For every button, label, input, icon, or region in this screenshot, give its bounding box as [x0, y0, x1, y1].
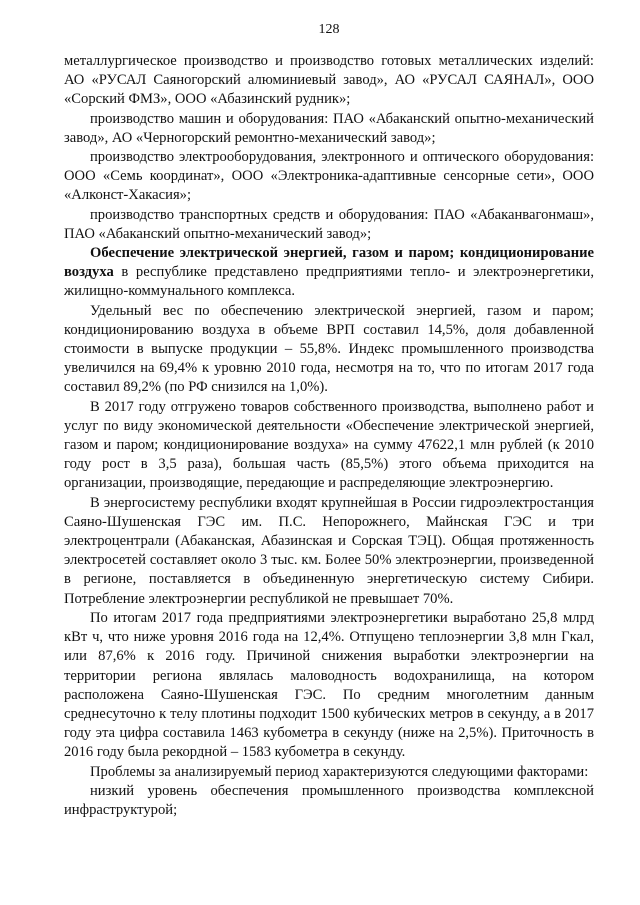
paragraph-machinery: производство машин и оборудования: ПАО «Абаканский опытно-механический завод», АО «Черногорский ремонтно-механический завод»;	[64, 110, 594, 146]
page-number: 128	[318, 22, 340, 37]
paragraph-shipped-goods: В 2017 году отгружено товаров собственного производства, выполнено работ и услуг по виду экономической деятельности «Обеспечение электрической энергией, газом и паром; кондиционирование воздуха» на сумму 47622,1 млн рублей (к 2010 году рост в 3,5 раза), большая часть (85,5%) этого объема приходится на организации, производящие, передающие и распределяющие электроэнергию.	[64, 398, 594, 492]
energy-sector-text: в республике представлено предприятиями тепло- и электроэнергетики, жилищно-коммунального комплекса.	[64, 264, 594, 300]
paragraph-energy-sector	[64, 244, 594, 302]
paragraph-energy-system: В энергосистему республики входят крупнейшая в России гидроэлектростанция Саяно-Шушенская ГЭС им. П.С. Непорожнего, Майнская ГЭС и три электроцентрали (Абаканская, Абазинская и Сорская ТЭЦ). Общая протяженность электросетей составляет около 3 тыс. км. Более 50% электроэнергии, произведенной в регионе, поставляется в объединенную энергетическую систему Сибири. Потребление электроэнергии республикой не превышает 70%.	[64, 494, 594, 607]
paragraph-share-grp: Удельный вес по обеспечению электрической энергией, газом и паром; кондиционированию воздуха в объеме ВРП составил 14,5%, доля добавленной стоимости в выпуске продукции – 55,8%. Индекс промышленного производства увеличился на 69,4% к уровню 2010 года, несмотря на то, что по итогам 2017 года составил 89,2% (по РФ снизился на 1,0%).	[64, 302, 594, 396]
paragraph-electrical-equipment: производство электрооборудования, электронного и оптического оборудования: ООО «Семь координат», ООО «Электроника-адаптивные сенсорные сети», ООО «Алконст-Хакасия»;	[64, 149, 594, 204]
body-text	[64, 52, 594, 820]
paragraph-infrastructure: низкий уровень обеспечения промышленного производства комплексной инфраструктурой;	[64, 782, 594, 818]
paragraph-problems: Проблемы за анализируемый период характеризуются следующими факторами:	[90, 763, 589, 780]
paragraph-2017-results: По итогам 2017 года предприятиями электроэнергетики выработано 25,8 млрд кВт ч, что ниже уровня 2016 года на 12,4%. Отпущено теплоэнергии 3,8 млн Гкал, или 87,6% к 2016 году. Причиной снижения выработки электроэнергии на территории региона являлась маловодность водохранилища, на котором расположена Саяно-Шушенская ГЭС. По средним многолетним данным среднесуточно к телу плотины подходит 1500 кубических метров в секунду, а в 2017 году эта цифра составила 1463 кубометра в секунду (ниже на 2,5%). Приточность в 2016 году была рекордной – 1583 кубометра в секунду.	[64, 609, 594, 761]
energy-sector-heading: Обеспечение электрической энергией, газом и паром; кондиционирование воздуха	[64, 245, 594, 281]
paragraph-transport: производство транспортных средств и оборудования: ПАО «Абаканвагонмаш», ПАО «Абаканский опытно-механический завод»;	[64, 206, 594, 242]
paragraph-metallurgy: металлургическое производство и производство готовых металлических изделий: АО «РУСАЛ Саяногорский алюминиевый завод», АО «РУСАЛ САЯНАЛ», ООО «Сорский ФМЗ», ООО «Абазинский рудник»;	[64, 53, 594, 108]
